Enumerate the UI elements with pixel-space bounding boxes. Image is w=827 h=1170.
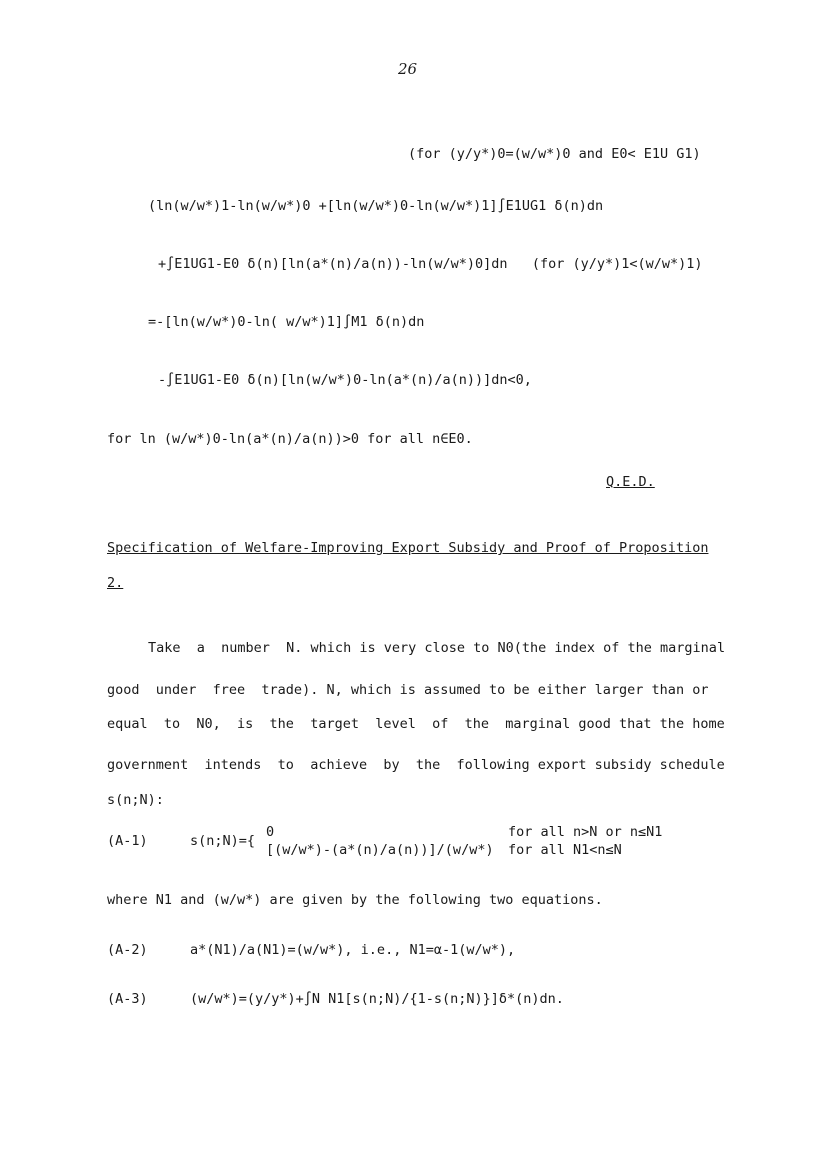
equation-lhs: s(n;N)={ (190, 833, 256, 849)
equation-label: (A-1) (107, 833, 148, 849)
equation-label: (A-3) (107, 991, 148, 1007)
case-2-value: [(w/w*)-(a*(n)/a(n))]/(w/w*) (266, 842, 494, 858)
qed-mark: Q.E.D. (606, 474, 655, 490)
equation-label: (A-2) (107, 942, 148, 958)
section-heading-line-2: 2. (107, 575, 124, 591)
section-heading-line-1: Specification of Welfare-Improving Export Subsidy and Proof of Proposition (107, 540, 709, 556)
proof-line-condition: (for (y/y*)0=(w/w*)0 and E0< E1U G1) (408, 146, 701, 162)
equation-body: (w/w*)=(y/y*)+∫N N1[s(n;N)/{1-s(n;N)}]δ*(n)dn. (190, 991, 564, 1007)
proof-line-2: (ln(w/w*)1-ln(w/w*)0 +[ln(w/w*)0-ln(w/w*)1]∫E1UG1 δ(n)dn (148, 198, 604, 214)
paragraph-line-5: s(n;N): (107, 792, 164, 808)
proof-line-6: for ln (w/w*)0-ln(a*(n)/a(n))>0 for all n∈E0. (107, 431, 473, 447)
paragraph-line-1: Take a number N. which is very close to N0(the index of the marginal (148, 640, 726, 656)
paragraph-line-2: good under free trade). N, which is assumed to be either larger than or (107, 682, 709, 698)
paragraph-line-4: government intends to achieve by the following export subsidy schedule (107, 757, 725, 773)
equation-body: a*(N1)/a(N1)=(w/w*), i.e., N1=α-1(w/w*), (190, 942, 516, 958)
where-text: where N1 and (w/w*) are given by the following two equations. (107, 892, 603, 908)
proof-line-5: -∫E1UG1-E0 δ(n)[ln(w/w*)0-ln(a*(n)/a(n))]dn<0, (158, 372, 532, 388)
paragraph-line-3: equal to N0, is the target level of the marginal good that the home (107, 716, 725, 732)
case-1-condition: for all n>N or n≤N1 (508, 824, 663, 840)
proof-line-3: +∫E1UG1-E0 δ(n)[ln(a*(n)/a(n))-ln(w/w*)0]dn (for (y/y*)1<(w/w*)1) (158, 256, 703, 272)
page-number: 26 (398, 60, 418, 78)
case-1-value: 0 (266, 824, 275, 840)
case-2-condition: for all N1<n≤N (508, 842, 622, 858)
proof-line-4: =-[ln(w/w*)0-ln( w/w*)1]∫M1 δ(n)dn (148, 314, 425, 330)
